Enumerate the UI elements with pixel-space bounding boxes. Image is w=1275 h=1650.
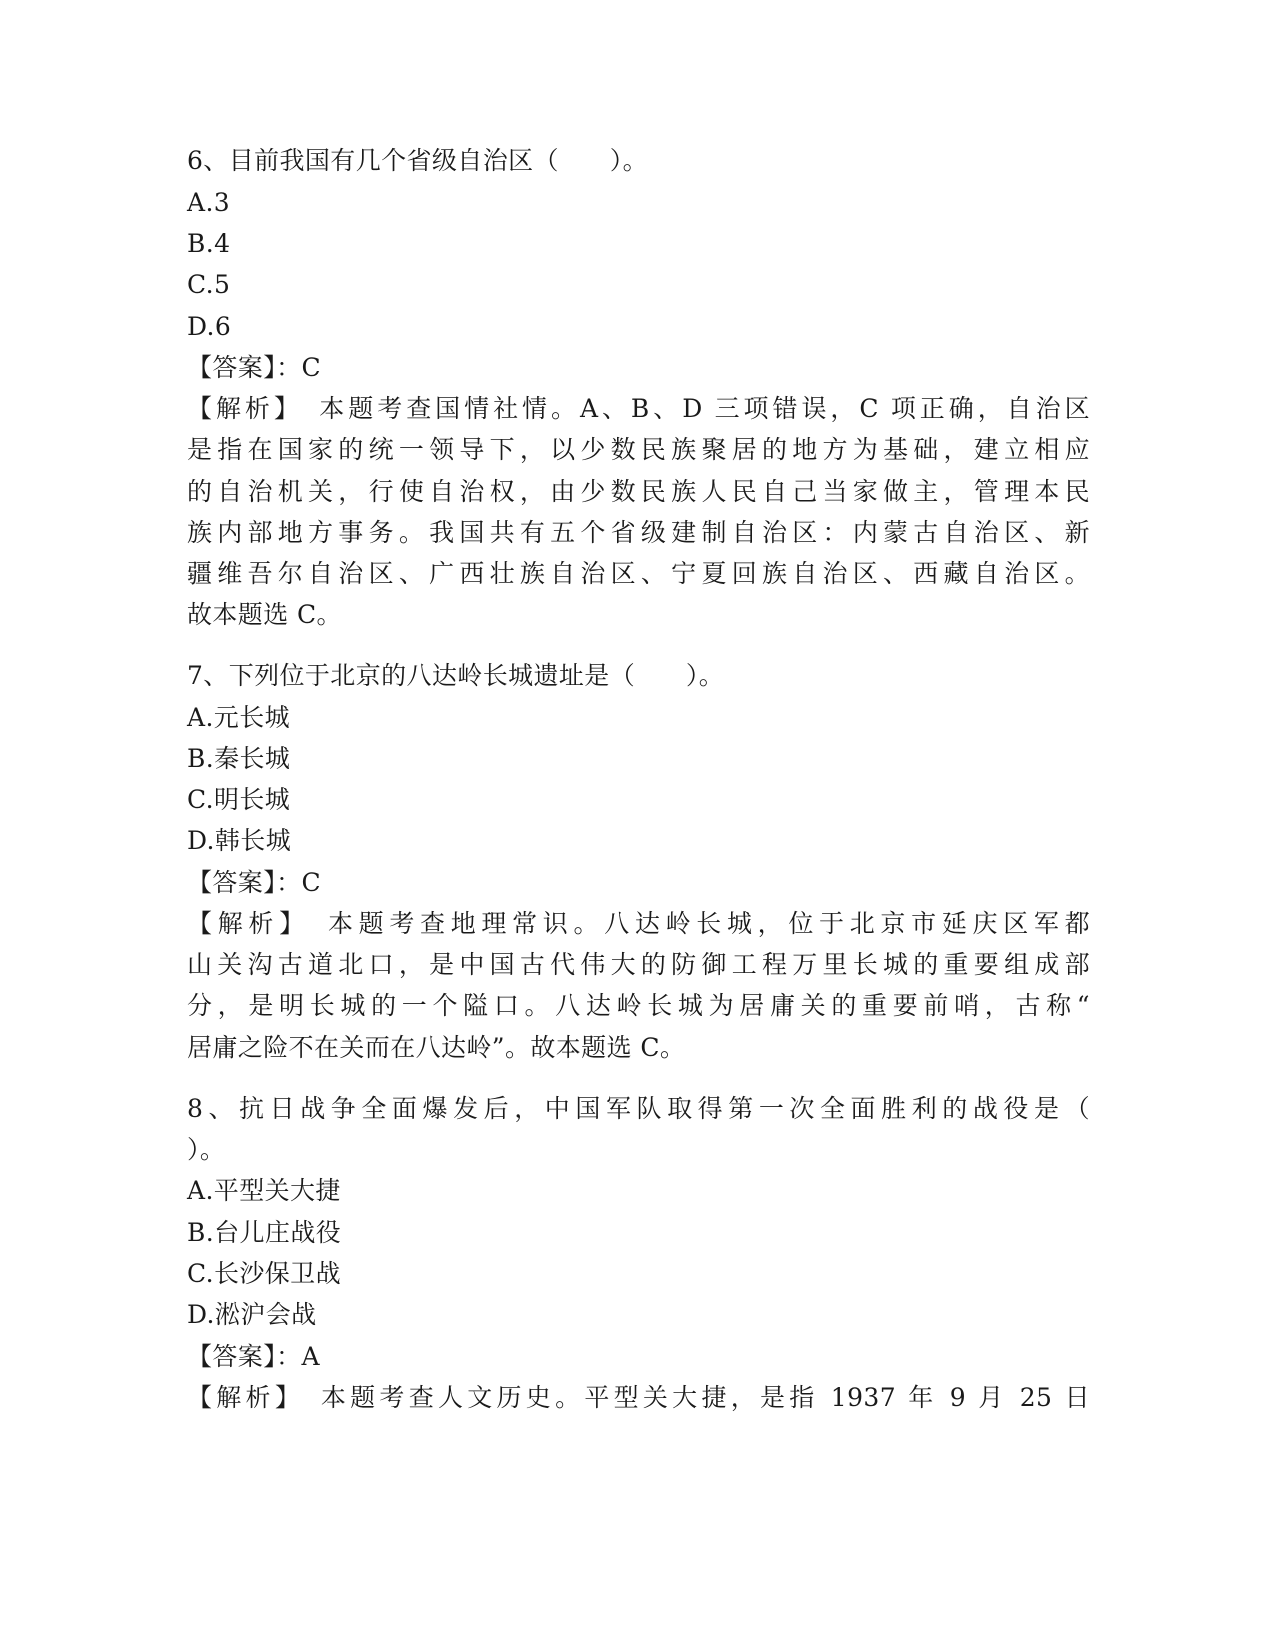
analysis-line: 居庸之险不在关而在八达岭”。故本题选 C。 xyxy=(187,1033,686,1062)
analysis-line: 的自治机关，行使自治权，由少数民族人民自己当家做主，管理本民 xyxy=(187,477,1090,506)
option-a: A.平型关大捷 xyxy=(187,1176,341,1205)
analysis-line: 疆维吾尔自治区、广西壮族自治区、宁夏回族自治区、西藏自治区。 xyxy=(187,559,1090,588)
option-b: B.秦长城 xyxy=(187,744,291,773)
question-stem: 6、目前我国有几个省级自治区（ ）。 xyxy=(187,146,649,175)
option-d: D.淞沪会战 xyxy=(187,1300,317,1329)
analysis-line: 分，是明长城的一个隘口。八达岭长城为居庸关的重要前哨，古称“ xyxy=(187,991,1090,1020)
analysis-line: 故本题选 C。 xyxy=(187,600,342,629)
option-b: B.台儿庄战役 xyxy=(187,1218,342,1247)
analysis-line: 【解析】 本题考查地理常识。八达岭长城，位于北京市延庆区军都 xyxy=(187,909,1090,938)
option-b: B.4 xyxy=(187,229,231,258)
option-c: C.5 xyxy=(187,270,231,299)
question-stem: ）。 xyxy=(187,1135,226,1164)
answer-line: 【答案】：A xyxy=(187,1342,320,1371)
analysis-line: 山关沟古道北口，是中国古代伟大的防御工程万里长城的重要组成部 xyxy=(187,950,1090,979)
answer-line: 【答案】：C xyxy=(187,353,322,382)
option-a: A.元长城 xyxy=(187,703,291,732)
analysis-line: 【解析】 本题考查人文历史。平型关大捷，是指 1937 年 9 月 25 日 xyxy=(187,1383,1090,1412)
question-stem: 8、抗日战争全面爆发后，中国军队取得第一次全面胜利的战役是（ xyxy=(187,1094,1090,1123)
answer-line: 【答案】：C xyxy=(187,868,322,897)
option-d: D.韩长城 xyxy=(187,826,292,855)
analysis-line: 族内部地方事务。我国共有五个省级建制自治区：内蒙古自治区、新 xyxy=(187,518,1090,547)
question-stem: 7、下列位于北京的八达岭长城遗址是（ ）。 xyxy=(187,661,725,690)
option-a: A.3 xyxy=(187,188,231,217)
option-c: C.明长城 xyxy=(187,785,291,814)
analysis-line: 【解析】 本题考查国情社情。A、B、D 三项错误，C 项正确，自治区 xyxy=(187,394,1090,423)
option-d: D.6 xyxy=(187,312,232,341)
option-c: C.长沙保卫战 xyxy=(187,1259,341,1288)
analysis-line: 是指在国家的统一领导下，以少数民族聚居的地方为基础，建立相应 xyxy=(187,435,1090,464)
